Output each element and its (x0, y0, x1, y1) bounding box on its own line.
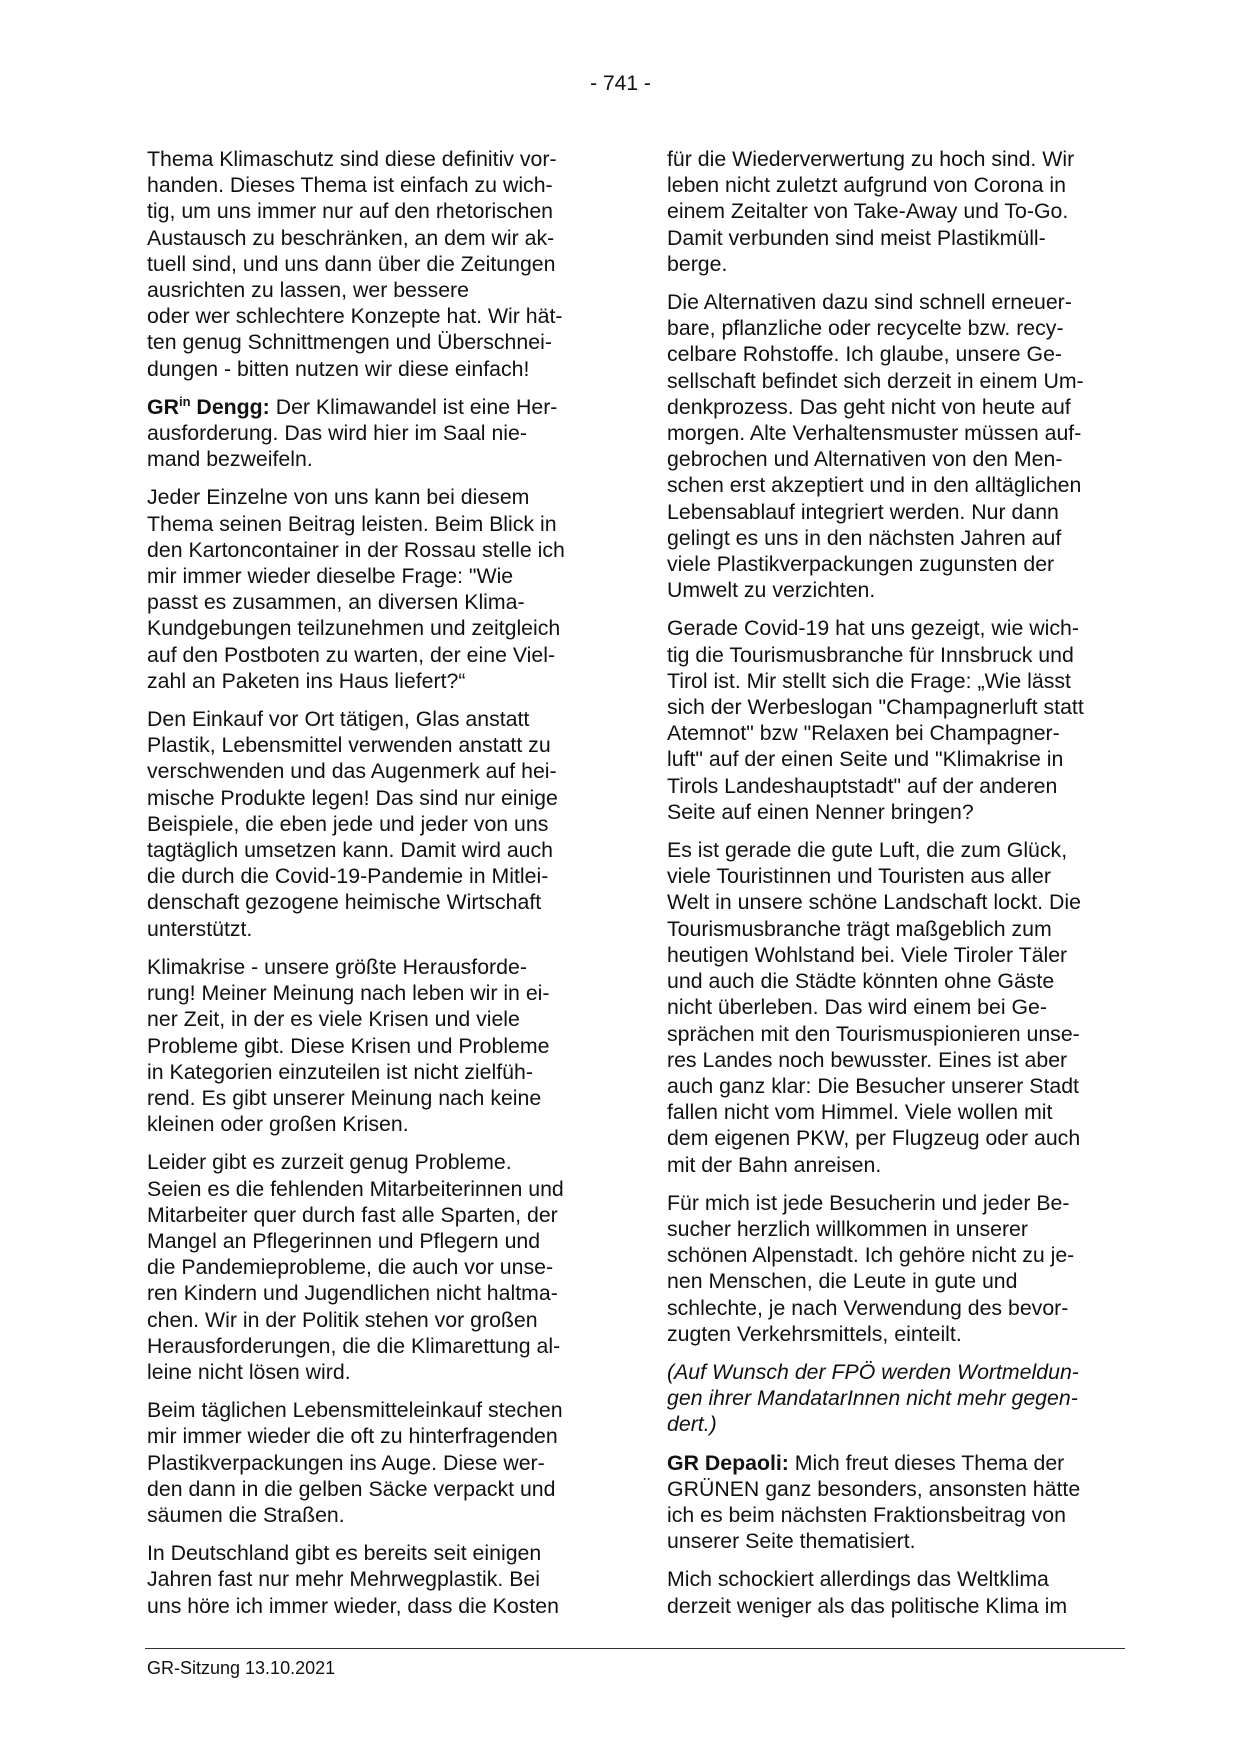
text-line: Klimakrise - unsere größte Herausforde- (147, 954, 527, 979)
text-line: ausrichten zu lassen, wer bessere (147, 278, 469, 303)
speaker-name: $GR^{in}$ Dengg: (147, 393, 270, 419)
text-line: Beispiele, die eben jede und jeder von uns (147, 811, 549, 836)
text-line: Kundgebungen teilzunehmen und zeitgleich (147, 616, 561, 641)
text-line: GR Depaoli: Mich freut dieses Thema der (667, 1450, 1065, 1475)
text-line: für die Wiederverwertung zu hoch sind. Wir (667, 147, 1075, 171)
text-line: passt es zusammen, an diversen Klima- (147, 590, 525, 615)
text-line: Tirol ist. Mir stellt sich die Frage: „Wie lässt (667, 668, 1071, 693)
text-line: auch ganz klar: Die Besucher unserer Stadt (667, 1073, 1079, 1098)
text-line: Den Einkauf vor Ort tätigen, Glas anstatt (147, 707, 530, 732)
paragraph (667, 289, 1125, 603)
text-line: ten genug Schnittmengen und Überschnei- (147, 330, 552, 355)
paragraph (147, 706, 605, 942)
footer-divider (145, 1648, 1125, 1649)
paragraph (147, 484, 605, 694)
page-number: - 741 - (590, 72, 651, 95)
text-line: mand bezweifeln. (147, 447, 313, 472)
text-line: Plastikverpackungen ins Auge. Diese wer- (147, 1450, 545, 1475)
text-line: $GR^{in}$ Dengg: Der Klimawandel ist eine Her- (147, 393, 558, 419)
paragraph (147, 954, 605, 1137)
text-line: sucher herzlich willkommen in unserer (667, 1216, 1028, 1241)
text-line: viele Touristinnen und Touristen aus aller (667, 864, 1051, 889)
paragraph (667, 146, 1125, 277)
text-line: In Deutschland gibt es bereits seit einigen (147, 1541, 542, 1566)
text-line: Gerade Covid-19 hat uns gezeigt, wie wich- (667, 616, 1079, 641)
text-line: gebrochen und Alternativen von den Men- (667, 447, 1063, 472)
text-line: Tirols Landeshauptstadt" auf der anderen (667, 773, 1058, 798)
text-line: und auch die Städte könnten ohne Gäste (667, 969, 1055, 994)
text-line: auf den Postboten zu warten, der eine Viel- (147, 642, 556, 667)
paragraph (147, 1149, 605, 1385)
text-line: Thema seinen Beitrag leisten. Beim Blick in (147, 511, 557, 536)
text-line: den dann in die gelben Säcke verpackt und (147, 1476, 556, 1501)
text-line: luft" auf der einen Seite und "Klimakrise in (667, 747, 1064, 772)
text-line: ich es beim nächsten Fraktionsbeitrag von (667, 1502, 1066, 1527)
speaker-name: GR Depaoli: (667, 1450, 789, 1475)
text-line: Mangel an Pflegerinnen und Pflegern und (147, 1228, 541, 1253)
paragraph (667, 837, 1125, 1178)
text-line: Leider gibt es zurzeit genug Probleme. (147, 1150, 512, 1175)
text-line: nicht überleben. Das wird einem bei Ge- (667, 995, 1047, 1020)
text-line: Seite auf einen Nenner bringen? (667, 799, 974, 824)
text-line: Seien es die fehlenden Mitarbeiterinnen und (147, 1176, 564, 1201)
text-line: Lebensablauf integriert werden. Nur dann (667, 499, 1059, 524)
paragraph (147, 394, 605, 473)
text-line: bare, pflanzliche oder recycelte bzw. recy- (667, 316, 1064, 341)
text-line: Thema Klimaschutz sind diese definitiv vor- (147, 147, 557, 171)
paragraph (667, 1450, 1125, 1555)
paragraph (667, 615, 1125, 825)
text-line: mir immer wieder die oft zu hinterfragenden (147, 1424, 558, 1449)
left-column (147, 146, 605, 1631)
text-line: Die Alternativen dazu sind schnell erneuer- (667, 290, 1072, 315)
text-line: dem eigenen PKW, per Flugzeug oder auch (667, 1126, 1081, 1151)
text-line: kleinen oder großen Krisen. (147, 1112, 409, 1137)
text-line: unterstützt. (147, 916, 253, 941)
text-line: fallen nicht vom Himmel. Viele wollen mit (667, 1100, 1053, 1125)
text-line: denkprozess. Das geht nicht von heute auf (667, 394, 1071, 419)
text-line: derzeit weniger als das politische Klima im (667, 1593, 1068, 1618)
text-line: schönen Alpenstadt. Ich gehöre nicht zu je- (667, 1243, 1075, 1268)
text-line: denschaft gezogene heimische Wirtschaft (147, 890, 542, 915)
text-line: mit der Bahn anreisen. (667, 1152, 882, 1177)
text-line: tagtäglich umsetzen kann. Damit wird auch (147, 838, 554, 863)
text-line: heutigen Wohlstand bei. Viele Tiroler Täler (667, 942, 1068, 967)
text-line: viele Plastikverpackungen zugunsten der (667, 552, 1055, 577)
text-line: gen ihrer MandatarInnen nicht mehr gegen- (667, 1386, 1078, 1411)
text-line: oder wer schlechtere Konzepte hat. Wir hät- (147, 304, 563, 329)
text-line: die durch die Covid-19-Pandemie in Mitlei- (147, 864, 549, 889)
text-line: Es ist gerade die gute Luft, die zum Glück, (667, 838, 1068, 863)
text-line: ren Kindern und Jugendlichen nicht haltma- (147, 1281, 558, 1306)
text-line: verschwenden und das Augenmerk auf hei- (147, 759, 557, 784)
text-line: morgen. Alte Verhaltensmuster müssen auf- (667, 421, 1082, 446)
paragraph (667, 1359, 1125, 1438)
text-line: Umwelt zu verzichten. (667, 578, 876, 603)
text-line: Damit verbunden sind meist Plastikmüll- (667, 225, 1046, 250)
text-line: Atemnot" bzw "Relaxen bei Champagner- (667, 721, 1060, 746)
text-line: nen Menschen, die Leute in gute und (667, 1269, 1018, 1294)
text-line: dungen - bitten nutzen wir diese einfach! (147, 356, 530, 381)
text-line: ner Zeit, in der es viele Krisen und viele (147, 1007, 520, 1032)
text-line: mir immer wieder dieselbe Frage: "Wie (147, 564, 514, 589)
text-line: GRÜNEN ganz besonders, ansonsten hätte (667, 1476, 1081, 1501)
footer-text: GR-Sitzung 13.10.2021 (147, 1658, 336, 1678)
paragraph (147, 1397, 605, 1528)
text-line: Mich schockiert allerdings das Weltklima (667, 1567, 1049, 1592)
text-line: res Landes noch bewusster. Eines ist aber (667, 1047, 1068, 1072)
text-line: ausforderung. Das wird hier im Saal nie- (147, 421, 527, 446)
text-line: tig, um uns immer nur auf den rhetorischen (147, 199, 554, 224)
text-line: den Kartoncontainer in der Rossau stelle ich (147, 537, 565, 562)
text-line: sellschaft befindet sich derzeit in einem Um- (667, 368, 1084, 393)
right-column (667, 146, 1125, 1631)
text-line: Herausforderungen, die die Klimarettung al- (147, 1333, 561, 1358)
text-line: schlechte, je nach Verwendung des bevor- (667, 1295, 1069, 1320)
text-line: tuell sind, und uns dann über die Zeitungen (147, 251, 556, 276)
text-line: chen. Wir in der Politik stehen vor großen (147, 1307, 538, 1332)
text-line: (Auf Wunsch der FPÖ werden Wortmeldun- (667, 1359, 1079, 1384)
text-line: berge. (667, 251, 728, 276)
text-line: Austausch zu beschränken, an dem wir ak- (147, 225, 555, 250)
text-line: mische Produkte legen! Das sind nur einige (147, 785, 558, 810)
paragraph (147, 146, 605, 382)
paragraph (147, 1540, 605, 1619)
text-line: dert.) (667, 1412, 717, 1437)
text-line: zahl an Paketen ins Haus liefert?“ (147, 668, 466, 693)
text-line: Mitarbeiter quer durch fast alle Sparten, der (147, 1202, 558, 1227)
text-line: Tourismusbranche trägt maßgeblich zum (667, 916, 1052, 941)
text-line: celbare Rohstoffe. Ich glaube, unsere Ge- (667, 342, 1063, 367)
text-line: Beim täglichen Lebensmitteleinkauf stechen (147, 1398, 563, 1423)
text-line: Plastik, Lebensmittel verwenden anstatt zu (147, 733, 551, 758)
text-line: rung! Meiner Meinung nach leben wir in ei- (147, 981, 550, 1006)
text-line: Jahren fast nur mehr Mehrwegplastik. Bei (147, 1567, 540, 1592)
text-line: uns höre ich immer wieder, dass die Kosten (147, 1593, 559, 1618)
text-line: schen erst akzeptiert und in den alltäglichen (667, 473, 1082, 498)
text-line: in Kategorien einzuteilen ist nicht zielfüh- (147, 1059, 533, 1084)
editorial-note (667, 1359, 1125, 1438)
text-line: zugten Verkehrsmittels, einteilt. (667, 1321, 962, 1346)
text-line: rend. Es gibt unserer Meinung nach keine (147, 1085, 542, 1110)
text-line: unserer Seite thematisiert. (667, 1529, 916, 1554)
text-line: säumen die Straßen. (147, 1502, 345, 1527)
text-line: leine nicht lösen wird. (147, 1359, 351, 1384)
text-line: Probleme gibt. Diese Krisen und Probleme (147, 1033, 550, 1058)
text-line: gelingt es uns in den nächsten Jahren auf (667, 525, 1062, 550)
text-line: Welt in unsere schöne Landschaft lockt. Die (667, 890, 1081, 915)
text-line: einem Zeitalter von Take-Away und To-Go. (667, 199, 1069, 224)
text-line: sprächen mit den Tourismuspionieren unse- (667, 1021, 1080, 1046)
text-line: sich der Werbeslogan "Champagnerluft statt (667, 695, 1084, 720)
text-line: die Pandemieprobleme, die auch vor unse- (147, 1255, 554, 1280)
text-line: leben nicht zuletzt aufgrund von Corona in (667, 173, 1066, 198)
paragraph (667, 1190, 1125, 1347)
text-line: tig die Tourismusbranche für Innsbruck und (667, 642, 1074, 667)
text-line: handen. Dieses Thema ist einfach zu wich- (147, 173, 553, 198)
text-line: Jeder Einzelne von uns kann bei diesem (147, 485, 530, 510)
text-line: Für mich ist jede Besucherin und jeder Be- (667, 1190, 1070, 1215)
paragraph (667, 1566, 1125, 1618)
